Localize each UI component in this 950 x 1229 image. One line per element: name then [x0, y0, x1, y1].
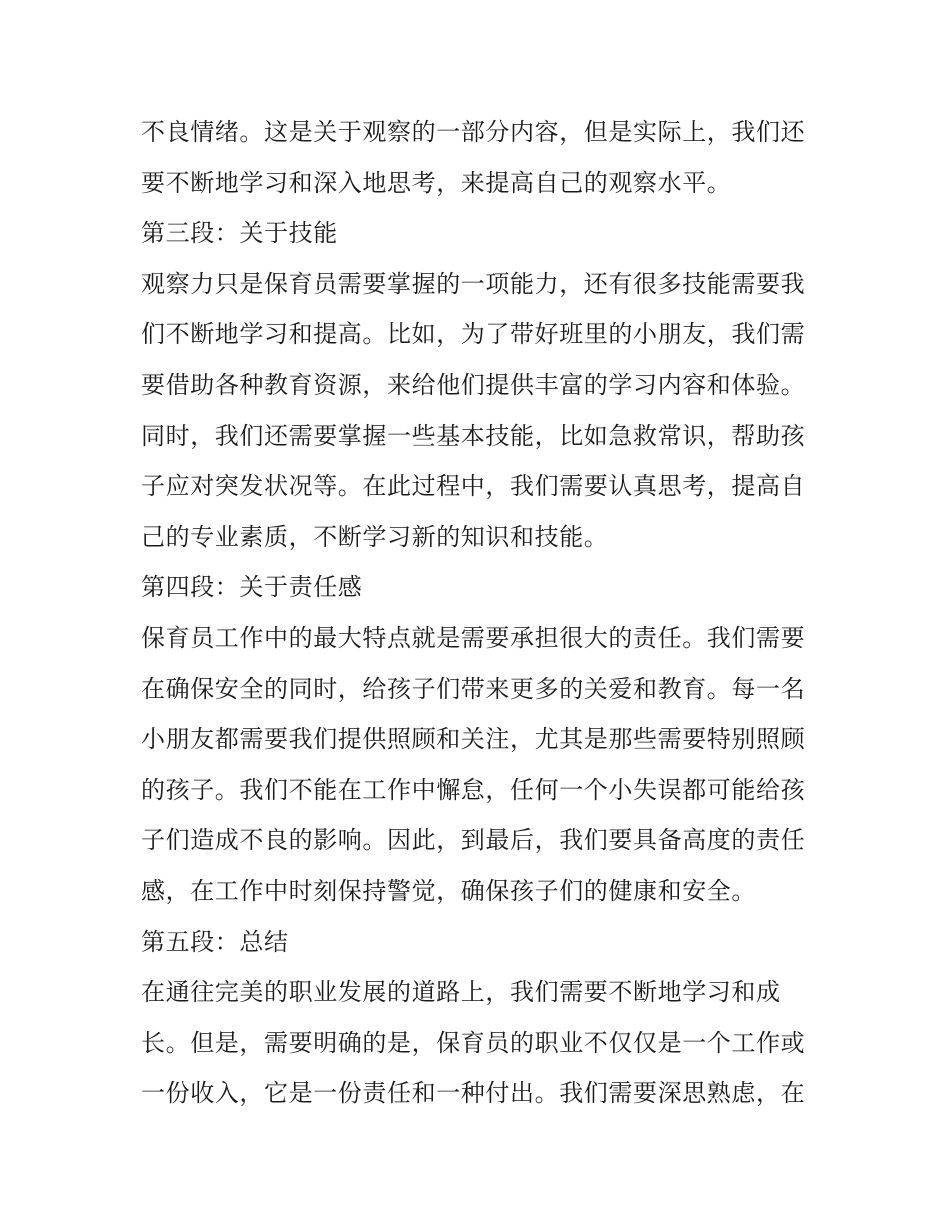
paragraph-line: 己的专业素质，不断学习新的知识和技能。: [141, 522, 609, 551]
paragraph-line: 保育员工作中的最大特点就是需要承担很大的责任。我们需要: [141, 623, 806, 652]
section-heading: 第四段：关于责任感: [141, 573, 363, 602]
paragraph-line: 同时，我们还需要掌握一些基本技能，比如急救常识，帮助孩: [141, 421, 806, 450]
paragraph-line: 子们造成不良的影响。因此，到最后，我们要具备高度的责任: [141, 826, 806, 855]
document-body: [141, 107, 821, 1119]
paragraph-line: 在确保安全的同时，给孩子们带来更多的关爱和教育。每一名: [141, 674, 806, 703]
paragraph-line: 小朋友都需要我们提供照顾和关注，尤其是那些需要特别照顾: [141, 725, 806, 754]
paragraph-line: 观察力只是保育员需要掌握的一项能力，还有很多技能需要我: [141, 269, 806, 298]
paragraph-line: 长。但是，需要明确的是，保育员的职业不仅仅是一个工作或: [141, 1028, 806, 1057]
paragraph-line: 感，在工作中时刻保持警觉，确保孩子们的健康和安全。: [141, 876, 756, 905]
paragraph-line: 在通往完美的职业发展的道路上，我们需要不断地学习和成: [141, 978, 781, 1007]
section-heading: 第五段：总结: [141, 927, 289, 956]
section-heading: 第三段：关于技能: [141, 219, 338, 248]
paragraph-line: 的孩子。我们不能在工作中懈怠，任何一个小失误都可能给孩: [141, 775, 806, 804]
paragraph-line: 不良情绪。这是关于观察的一部分内容，但是实际上，我们还: [141, 118, 806, 146]
paragraph-line: 们不断地学习和提高。比如，为了带好班里的小朋友，我们需: [141, 320, 806, 349]
paragraph-line: 一份收入，它是一份责任和一种付出。我们需要深思熟虑，在: [141, 1079, 806, 1108]
paragraph-line: 子应对突发状况等。在此过程中，我们需要认真思考，提高自: [141, 472, 806, 501]
paragraph-line: 要不断地学习和深入地思考，来提高自己的观察水平。: [141, 168, 732, 197]
paragraph-line: 要借助各种教育资源，来给他们提供丰富的学习内容和体验。: [141, 370, 806, 399]
